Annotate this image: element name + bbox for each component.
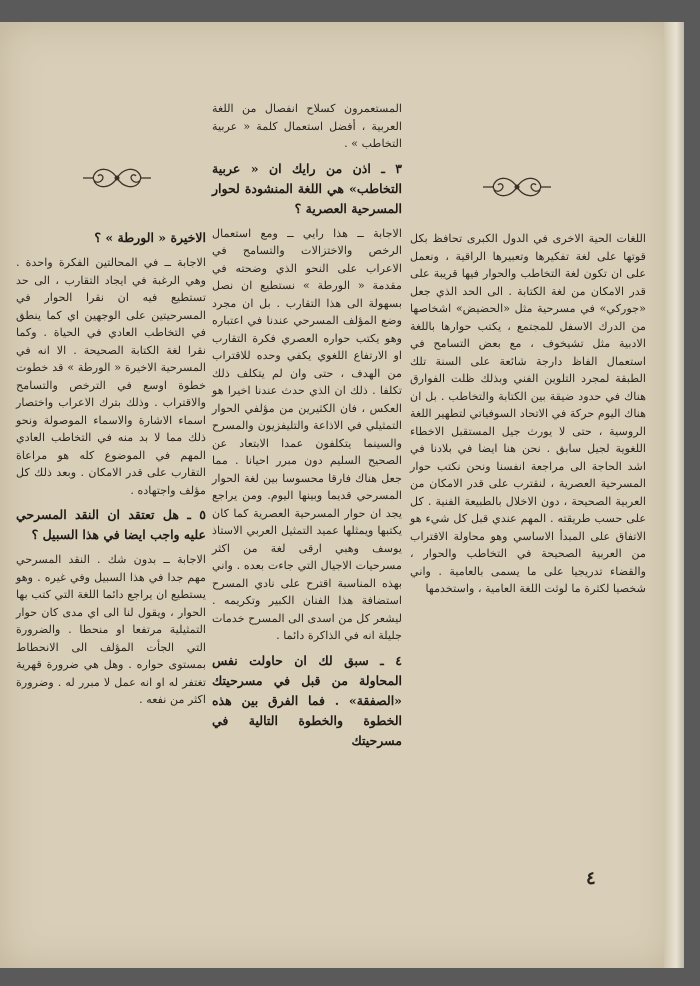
question-5-heading: ٥ ـ هل تعتقد ان النقد المسرحي عليه واجب ايضا في هذا السبيل ؟ [16,507,206,542]
page-edge [664,22,684,968]
page-number: ٤ [586,868,596,889]
left-column [16,222,206,713]
answer-3-paragraph: الاجابة ــ هذا رايي ــ ومع استعمال الرخص والاختزالات والتسامح في الاعراب على النحو الذي وضحته في مقدمة « الورطة » نستطيع ان نصل بسهولة الى هذا التقارب . بل ان مجرد وضع المؤلف المسرحي عندنا في اعتباره وهو يكتب حواره العصري فكرة التقارب او الارتفاع اللغوي يكفي وحده للاقتراب من الهدف ، حتى وان لم يتكلف ذلك تكلفا . ذلك ان الذي حدث عندنا اخيرا هو العكس ، فان الكثيرين من مؤلفي الحوار التمثيلي في الاذاعة والتليفزيون والمسرح والسينما يتكلفون عمدا الابتعاد عن الصحيح السليم دون مبرر احيانا . مما جعل هناك فارقا محسوسا بين لغة الحوار المسرحي قديما وبينها اليوم. ومن يراجع يجد ان حوار المسرحية العصرية كما كان يكتبها ويمثلها عميد التمثيل العربي الاستاذ يوسف وهبي ارقى لغة من اكثر مسرحيات الاجيال التي جاءت بعده . واني بهذه المناسبة اقترح على نادي المسرح استضافة هذا الفنان الكبير وتكريمه . ليشعر كل من اسدى الى المسرح خدمات جليلة انه في الذاكرة دائما . [211,226,402,642]
intro-paragraph: المستعمرون كسلاح انفصال من اللغة العربية ، أفضل استعمال كلمة « عربية التخاطب » . [212,102,402,150]
right-column [410,230,646,602]
answer-5-paragraph: الاجابة ــ بدون شك . النقد المسرحي مهم جدا في هذا السبيل وفي غيره . وهو يستطيع ان يراجع دائما اللغة التي كتب بها الحوار ، ويقول لنا الى اي مدى كان حوار التمثيلية مرتفعا او منحطا . والضرورة التي الجأت المؤلف الى الانحطاط بمستوى حواره . وهل هي ضرورة قهرية تغتفر له او انه عمل لا مبرر له . وضرورة اكثر من نفعه . [16,553,206,706]
question-4-heading-continued: الاخيرة « الورطة » ؟ [94,230,206,245]
question-4-heading: ٤ ـ سبق لك ان حاولت نفس المحاولة من قبل في مسرحيتك «الصفقة» . فما الفرق بين هذه الخطوة والخطوة التالية في مسرحيتك [212,652,402,748]
decorative-flourish-left [80,163,154,193]
answer-4-paragraph: الاجابة ــ في المحالتين الفكرة واحدة . وهي الرغبة في ايجاد التقارب ، الى حد تستطيع فيه ان نقرا الحوار في المسرحيتين على الوجهين اي كما ينطق في التخاطب العادي في الحياة . وكما نقرا لغة الكتابة الصحيحة . الا انه في المسرحية الاخيرة « الورطة » قد خطوت خطوة اوسع في الترخص والتسامح والاقتراب . وذلك بترك الاعراب واختصار اسماء الاشارة والاسماء الموصولة ونحو ذلك مما لا بد منه في التخاطب العادي المهم في الموضوع كله هو مراعاة التقارب على قدر الامكان . وبعد ذلك كل مؤلف واجتهاده . [16,256,206,497]
right-column-paragraph: اللغات الحية الاخرى في الدول الكبرى تحافظ بكل قوتها على لغة تفكيرها وتعبيرها الراقية ، ونعمل على ان تكون لغة التخاطب والحوار فيها قريبة على قدر الامكان من لغة الكتابة . الى الحد الذي جعل «جوركي» في مسرحية مثل «الحضيض» اشخاصها من الدرك الاسفل للمجتمع ، يكتب حوارها باللغة الادبية مثل تشيخوف ، مع بعض التسامح في استعمال الفاظ دارجة شائعة على السنة تلك الطبقة لمجرد التلوين الفني وبذلك ظلت الفوارق هناك في حدود ضيقة بين الكتابة والتخاطب . بل ان هناك اليوم حركة في الاتحاد السوفياتي لتطهير اللغة الروسية ، حتى لا يورث جيل المستقبل الاخطاء اللغوية لجيل سابق . نحن هنا ايضا في بلادنا في اشد الحاجة الى مراجعة انفسنا ونحن نكتب حوار المسرحية العصرية ، لنقترب على قدر الامكان من العربية الصحيحة ، دون الاخلال بالطبيعة الفنية . كل على حسب طريقته . المهم عندي قبل كل شيء هو الاتفاق على المبدأ الاساسي وهو محاولة الاقتراب من العربية الصحيحة في التخاطب والحوار ، والقضاء تدريجيا على ما يسمى بالعامية . واني شخصيا لكثرة ما لوثت اللغة العامية ، واستخدمها [410,232,646,595]
question-3-heading: ٣ ـ اذن من رايك ان « عربية التخاطب» هي اللغة المنشودة لحوار المسرحية العصرية ؟ [212,160,402,216]
middle-column [212,100,402,757]
decorative-flourish-right [480,172,554,202]
